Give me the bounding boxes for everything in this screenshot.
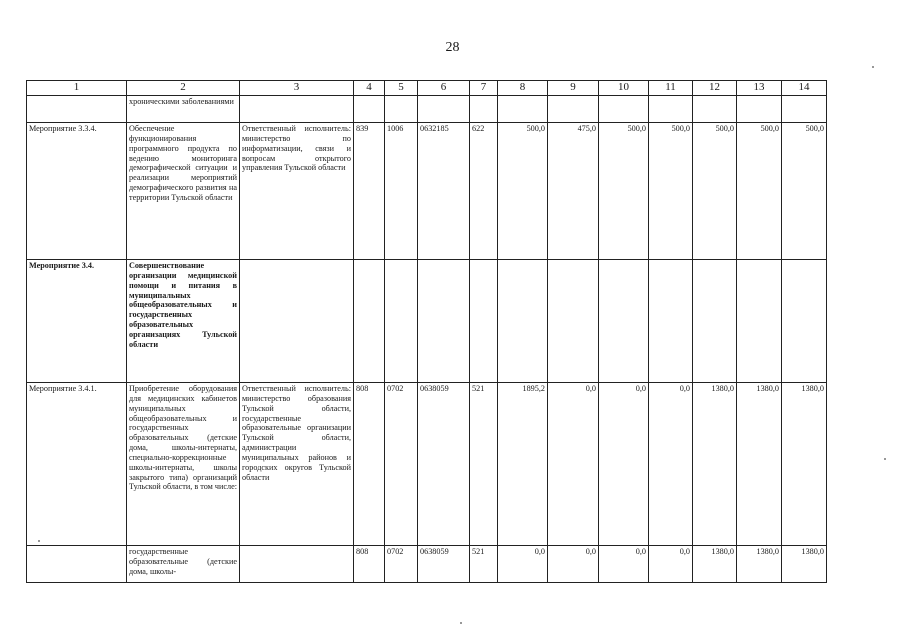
value-cell: 1380,0	[693, 546, 737, 583]
value-cell	[693, 96, 737, 123]
value-cell: 1006	[385, 123, 418, 260]
value-cell: 0638059	[418, 383, 470, 546]
column-header: 2	[127, 81, 240, 96]
value-cell: 0702	[385, 546, 418, 583]
measure-name-cell: Совершенствование организации медицинской помощи и питания в муниципальных общеобразовательных и государственных образовательных организациях Тульской области	[127, 260, 240, 383]
page-number: 28	[445, 40, 460, 55]
scan-speck	[884, 458, 886, 460]
executor-cell: Ответственный исполнитель: министерство образования Тульской области, государственные образовательные организации Тульской области, администрации муниципальных районов и городских округов Тульской области	[240, 383, 354, 546]
executor-cell: Ответственный исполнитель: министерство по информатизации, связи и вопросам открытого управления Тульской области	[240, 123, 354, 260]
value-cell	[693, 260, 737, 383]
value-cell: 622	[470, 123, 498, 260]
value-cell: 0,0	[498, 546, 548, 583]
value-cell: 500,0	[782, 123, 827, 260]
value-cell	[470, 260, 498, 383]
value-cell: 500,0	[737, 123, 782, 260]
measure-id-cell	[27, 96, 127, 123]
value-cell: 0,0	[548, 383, 599, 546]
value-cell: 0638059	[418, 546, 470, 583]
column-header: 8	[498, 81, 548, 96]
value-cell: 500,0	[693, 123, 737, 260]
executor-cell	[240, 546, 354, 583]
value-cell: 0702	[385, 383, 418, 546]
executor-cell	[240, 96, 354, 123]
value-cell	[548, 260, 599, 383]
value-cell	[354, 260, 385, 383]
value-cell: 1380,0	[782, 546, 827, 583]
measure-name-cell: Приобретение оборудования для медицинских кабинетов муниципальных общеобразовательных и государственных образовательных (детские дома, школы-интернаты, специально-коррекционные школы-интернаты, школы закрытого типа) организаций Тульской области, в том числе:	[127, 383, 240, 546]
value-cell	[649, 260, 693, 383]
value-cell: 1380,0	[737, 383, 782, 546]
value-cell	[498, 260, 548, 383]
value-cell	[470, 96, 498, 123]
measure-id-cell: Мероприятие 3.4.1.	[27, 383, 127, 546]
value-cell: 0,0	[599, 546, 649, 583]
value-cell	[385, 96, 418, 123]
value-cell: 839	[354, 123, 385, 260]
value-cell	[548, 96, 599, 123]
value-cell	[737, 96, 782, 123]
column-header: 4	[354, 81, 385, 96]
value-cell	[782, 96, 827, 123]
value-cell	[354, 96, 385, 123]
measure-name-cell: хроническими заболеваниями	[127, 96, 240, 123]
column-header: 10	[599, 81, 649, 96]
value-cell	[599, 260, 649, 383]
value-cell	[599, 96, 649, 123]
value-cell: 0,0	[599, 383, 649, 546]
measure-name-cell: Обеспечение функционирования программного продукта по ведению мониторинга демографической ситуации и реализации мероприятий демографического развития на территории Тульской области	[127, 123, 240, 260]
column-header: 3	[240, 81, 354, 96]
value-cell	[385, 260, 418, 383]
table-header-row	[27, 81, 827, 96]
column-header: 11	[649, 81, 693, 96]
value-cell	[418, 96, 470, 123]
table-row	[27, 123, 827, 260]
value-cell	[498, 96, 548, 123]
measure-id-cell: Мероприятие 3.4.	[27, 260, 127, 383]
value-cell: 0,0	[548, 546, 599, 583]
value-cell: 521	[470, 383, 498, 546]
column-header: 5	[385, 81, 418, 96]
scan-speck	[460, 622, 462, 624]
value-cell	[418, 260, 470, 383]
measure-id-cell: Мероприятие 3.3.4.	[27, 123, 127, 260]
column-header: 14	[782, 81, 827, 96]
value-cell	[649, 96, 693, 123]
column-header: 12	[693, 81, 737, 96]
value-cell: 500,0	[649, 123, 693, 260]
column-header: 1	[27, 81, 127, 96]
value-cell: 500,0	[599, 123, 649, 260]
scan-speck	[872, 66, 874, 68]
value-cell: 1380,0	[693, 383, 737, 546]
value-cell: 0,0	[649, 546, 693, 583]
value-cell: 0632185	[418, 123, 470, 260]
table-row	[27, 383, 827, 546]
value-cell: 808	[354, 546, 385, 583]
value-cell: 1380,0	[737, 546, 782, 583]
table-row	[27, 260, 827, 383]
value-cell: 521	[470, 546, 498, 583]
value-cell: 500,0	[498, 123, 548, 260]
value-cell	[737, 260, 782, 383]
column-header: 13	[737, 81, 782, 96]
column-header: 9	[548, 81, 599, 96]
measure-name-cell: государственные образовательные (детские дома, школы-	[127, 546, 240, 583]
budget-table	[26, 80, 827, 583]
executor-cell	[240, 260, 354, 383]
value-cell: 808	[354, 383, 385, 546]
value-cell: 0,0	[649, 383, 693, 546]
column-header: 7	[470, 81, 498, 96]
scan-speck	[38, 540, 40, 542]
table-row	[27, 96, 827, 123]
value-cell	[782, 260, 827, 383]
column-header: 6	[418, 81, 470, 96]
value-cell: 475,0	[548, 123, 599, 260]
table-row	[27, 546, 827, 583]
measure-id-cell	[27, 546, 127, 583]
value-cell: 1895,2	[498, 383, 548, 546]
value-cell: 1380,0	[782, 383, 827, 546]
